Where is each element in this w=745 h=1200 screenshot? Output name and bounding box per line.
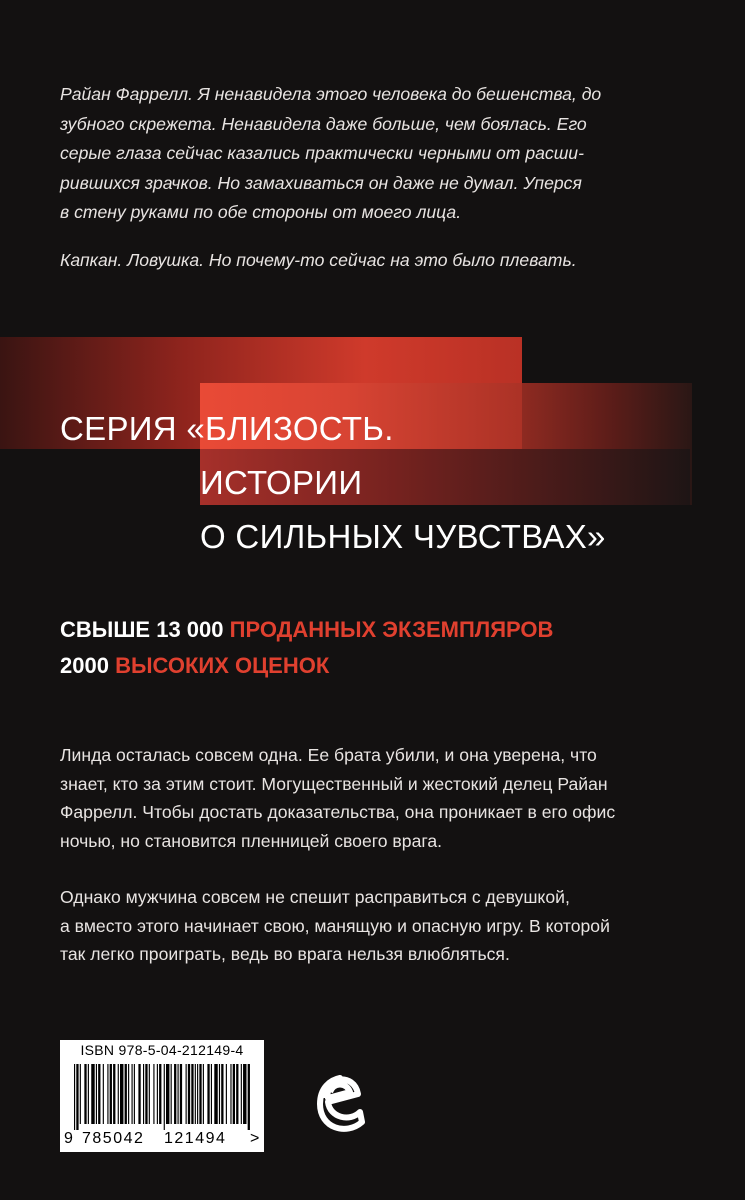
barcode-bar xyxy=(164,1064,165,1130)
barcode-bar xyxy=(80,1064,81,1124)
barcode-bar xyxy=(159,1064,161,1124)
series-title-line-3: О СИЛЬНЫХ ЧУВСТВАХ» xyxy=(200,518,606,555)
barcode-bar xyxy=(157,1064,158,1124)
excerpt-line: в стену руками по обе стороны от моего лица. xyxy=(60,202,462,222)
barcode-bar xyxy=(207,1064,209,1124)
barcode-digit-first: 9 xyxy=(64,1130,74,1147)
synopsis-line: Однако мужчина совсем не спешит расправиться с девушкой, xyxy=(60,887,570,907)
book-synopsis xyxy=(60,741,700,997)
barcode-bar xyxy=(128,1064,129,1124)
synopsis-line: а вместо этого начинает свою, манящую и опасную игру. В которой xyxy=(60,915,610,936)
barcode-bar xyxy=(188,1064,190,1124)
barcode-bar xyxy=(221,1064,223,1124)
barcode-bar xyxy=(84,1064,86,1124)
synopsis-paragraph-1 xyxy=(60,741,700,855)
barcode-bar xyxy=(149,1064,150,1124)
barcode-bar xyxy=(103,1064,104,1124)
barcode-bar xyxy=(203,1064,204,1124)
barcode-bar xyxy=(241,1064,242,1124)
barcode-bar xyxy=(96,1064,97,1124)
excerpt-paragraph-2: Капкан. Ловушка. Но почему-то сейчас на это было плевать. xyxy=(60,249,577,270)
barcode-bar xyxy=(107,1064,108,1124)
ratings-number: 2000 xyxy=(60,653,109,678)
book-excerpt xyxy=(60,80,700,293)
barcode-bar xyxy=(197,1064,198,1124)
barcode-bar xyxy=(195,1064,196,1124)
stats-row-ratings xyxy=(60,648,553,684)
barcode-bar xyxy=(145,1064,147,1124)
barcode-bar xyxy=(178,1064,179,1124)
barcode-bar xyxy=(186,1064,187,1124)
barcode-bar xyxy=(118,1064,119,1124)
barcode-bar xyxy=(219,1064,220,1124)
barcode-bar xyxy=(120,1064,123,1124)
barcode-bar xyxy=(110,1064,112,1124)
barcode-bar xyxy=(98,1064,100,1124)
barcode-bar xyxy=(88,1064,89,1124)
stats-row-copies xyxy=(60,612,553,648)
barcode-bar xyxy=(153,1064,154,1124)
isbn-label: ISBN 978-5-04-212149-4 xyxy=(80,1042,244,1058)
excerpt-paragraph-1 xyxy=(60,80,700,228)
barcode-bar xyxy=(214,1064,217,1124)
barcode-bar xyxy=(125,1064,127,1124)
synopsis-line: ночью, но становится пленницей своего врага. xyxy=(60,830,443,851)
barcode-bar xyxy=(230,1064,231,1124)
barcode-bar xyxy=(248,1064,250,1130)
excerpt-line: серые глаза сейчас казались практически черными от расши- xyxy=(60,143,584,163)
barcode-bar xyxy=(166,1064,169,1124)
synopsis-line: Фаррелл. Чтобы достать доказательства, она проникает в его офис xyxy=(60,802,616,822)
series-title-line-1: СЕРИЯ «БЛИЗОСТЬ. xyxy=(60,410,394,447)
barcode-digits-group-1: 785042 xyxy=(82,1130,145,1147)
barcode-bar xyxy=(191,1064,193,1124)
barcode-digits-group-2: 121494 xyxy=(164,1130,227,1147)
barcode-arrow: > xyxy=(250,1130,260,1147)
excerpt-line: рившихся зрачков. Но замахиваться он даже не думал. Уперся xyxy=(60,172,582,193)
barcode-bar xyxy=(171,1064,172,1124)
barcode-bars xyxy=(74,1064,252,1130)
barcode-bar xyxy=(226,1064,227,1124)
synopsis-paragraph-2 xyxy=(60,883,700,969)
sales-stats xyxy=(60,612,553,684)
barcode-bar xyxy=(91,1064,94,1124)
publisher-e-logo-icon xyxy=(316,1058,366,1136)
excerpt-line: Райан Фаррелл. Я ненавидела этого человека до бешенства, до xyxy=(60,84,602,104)
copies-number: СВЫШЕ 13 000 xyxy=(60,617,224,642)
series-title xyxy=(60,402,606,564)
barcode-bar xyxy=(233,1064,235,1124)
barcode-bar xyxy=(236,1064,238,1124)
barcode-bar xyxy=(199,1064,201,1124)
synopsis-line: знает, кто за этим стоит. Могущественный и жестокий делец Райан xyxy=(60,773,608,794)
barcode-bar xyxy=(132,1064,133,1124)
barcode-bar xyxy=(143,1064,144,1124)
isbn-barcode xyxy=(60,1040,264,1152)
barcode-bar xyxy=(74,1064,75,1130)
barcode-bar xyxy=(76,1064,78,1130)
synopsis-line: так легко проиграть, ведь во врага нельзя влюбляться. xyxy=(60,944,510,964)
barcode-bar xyxy=(243,1064,246,1124)
barcode-bar xyxy=(134,1064,135,1124)
series-title-line-2: ИСТОРИИ xyxy=(200,464,363,501)
excerpt-line: зубного скрежета. Ненавидела даже больше, чем боялась. Его xyxy=(60,113,587,134)
barcode-bar xyxy=(211,1064,212,1124)
barcode-bar xyxy=(180,1064,182,1124)
copies-label: ПРОДАННЫХ ЭКЗЕМПЛЯРОВ xyxy=(229,617,554,642)
synopsis-line: Линда осталась совсем одна. Ее брата убили, и она уверена, что xyxy=(60,745,597,765)
ratings-label: ВЫСОКИХ ОЦЕНОК xyxy=(115,653,330,678)
barcode-bar xyxy=(174,1064,176,1124)
barcode-bar xyxy=(138,1064,140,1124)
barcode-bar xyxy=(113,1064,115,1124)
